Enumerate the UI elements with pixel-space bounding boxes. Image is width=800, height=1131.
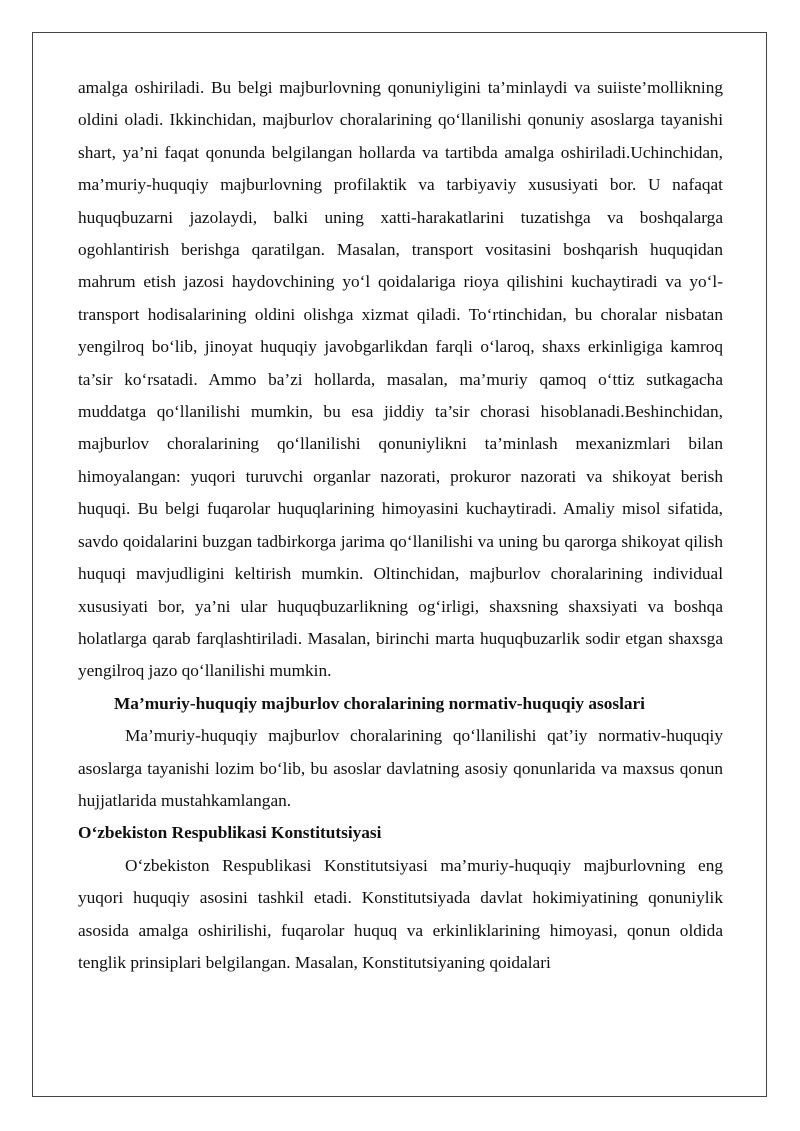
body-paragraph: Ma’muriy-huquqiy majburlov choralarining qo‘llanilishi qat’iy normativ-huquqiy asoslarga tayanishi lozim bo‘lib, bu asoslar davlatning asosiy qonunlarida va maxsus qonun hujjatlarida mustahkamlangan. — [78, 726, 723, 810]
document-body — [78, 72, 723, 979]
subsection-heading: O‘zbekiston Respublikasi Konstitutsiyasi — [78, 823, 382, 843]
section-heading: Ma’muriy-huquqiy majburlov choralarining normativ-huquqiy asoslari — [114, 693, 645, 713]
body-paragraph: amalga oshiriladi. Bu belgi majburlovning qonuniyligini ta’minlaydi va suiiste’mollikning oldini oladi. Ikkinchidan, majburlov choralarining qo‘llanilishi qonuniy asoslarga tayanishi shart, ya’ni faqat qonunda belgilangan hollarda va tartibda amalga oshiriladi.Uchinchidan, ma’muriy-huquqiy majburlovning profilaktik va tarbiyaviy xususiyati bor. U nafaqat huquqbuzarni jazolaydi, balki uning xatti-harakatlarini tuzatishga va boshqalarga ogohlantirish berishga qaratilgan. Masalan, transport vositasini boshqarish huquqidan mahrum etish jazosi haydovchining yo‘l qoidalariga rioya qilishini kuchaytiradi va yo‘l-transport hodisalarining oldini olishga xizmat qiladi. To‘rtinchidan, bu choralar nisbatan yengilroq bo‘lib, jinoyat huquqiy javobgarlikdan farqli o‘laroq, shaxs erkinligiga kamroq ta’sir ko‘rsatadi. Ammo ba’zi hollarda, masalan, ma’muriy qamoq o‘ttiz sutkagacha muddatga qo‘llanilishi mumkin, bu esa jiddiy ta’sir chorasi hisoblanadi.Beshinchidan, majburlov choralarining qo‘llanilishi qonuniylikni ta’minlash mexanizmlari bilan himoyalangan: yuqori turuvchi organlar nazorati, prokuror nazorati va shikoyat berish huquqi. Bu belgi fuqarolar huquqlarining himoyasini kuchaytiradi. Amaliy misol sifatida, savdo qoidalarini buzgan tadbirkorga jarima qo‘llanilishi va uning bu qarorga shikoyat qilish huquqi mavjudligini keltirish mumkin. Oltinchidan, majburlov choralarining individual xususiyati bor, ya’ni ular huquqbuzarlikning og‘irligi, shaxsning shaxsiyati va boshqa holatlarga qarab farqlashtiriladi. Masalan, birinchi marta huquqbuzarlik sodir etgan shaxsga yengilroq jazo qo‘llanilishi mumkin. — [78, 78, 723, 681]
body-paragraph: O‘zbekiston Respublikasi Konstitutsiyasi ma’muriy-huquqiy majburlovning eng yuqori huquqiy asosini tashkil etadi. Konstitutsiyada davlat hokimiyatining qonuniylik asosida amalga oshirilishi, fuqarolar huquq va erkinliklarining himoyasi, qonun oldida tenglik prinsiplari belgilangan. Masalan, Konstitutsiyaning qoidalari — [78, 855, 723, 972]
